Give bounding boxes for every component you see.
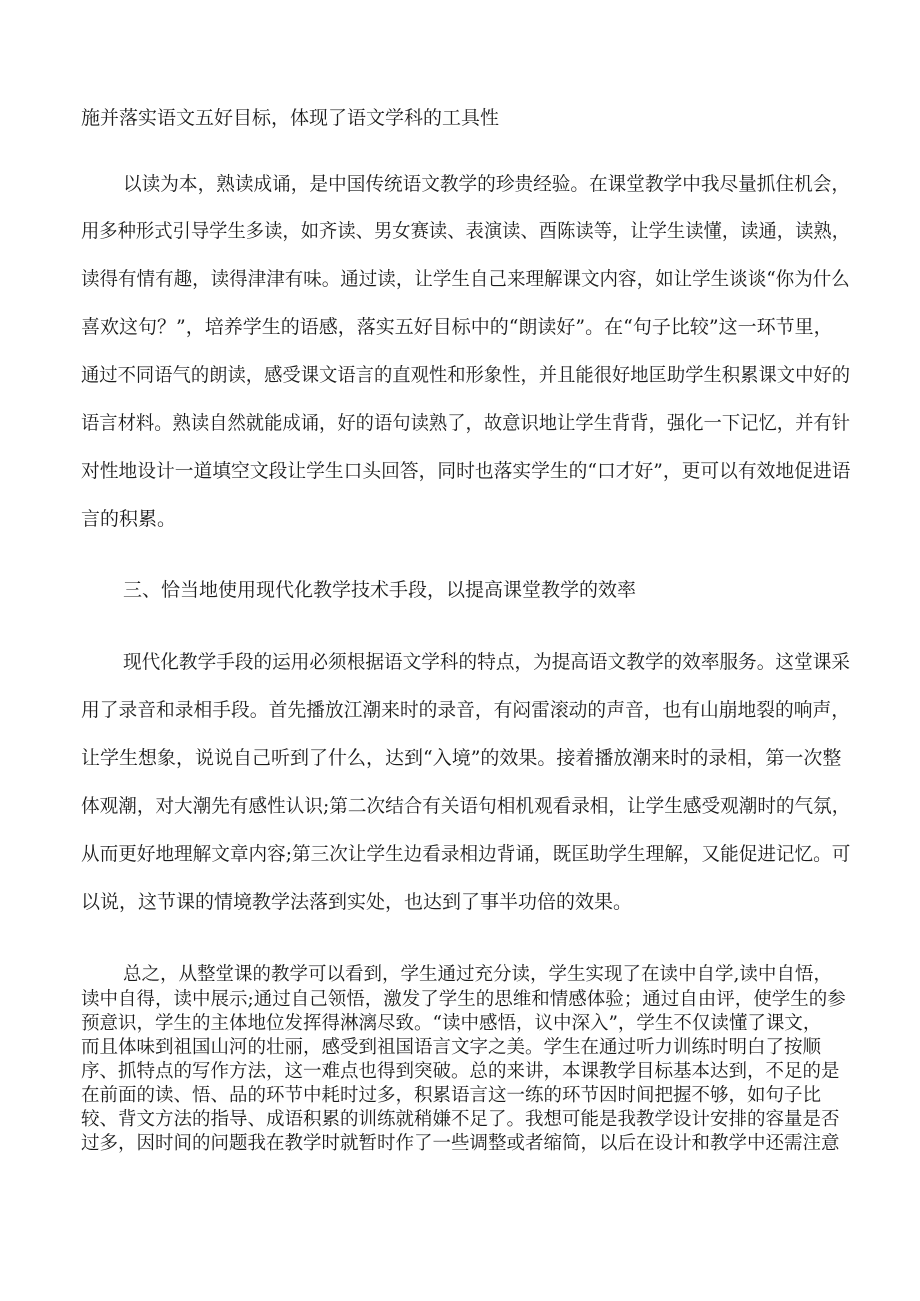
paragraph-3-line-2: 读中自得，读中展示;通过自己领悟，激发了学生的思维和情感体验；通过自由评，使学生的参 [81,989,846,1010]
paragraph-1-line-4: 喜欢这句？”，培养学生的语感，落实五好目标中的“朗读好”。在“句子比较”这一环节里， [81,316,833,338]
paragraph-2-line-1: 现代化教学手段的运用必须根据语文学科的特点，为提高语文教学的效率服务。这堂课采 [123,651,851,673]
paragraph-2-line-3: 让学生想象，说说自己听到了什么，达到“入境”的效果。接着播放潮来时的录相，第一次整 [81,747,842,769]
paragraph-3-line-8: 过多，因时间的问题我在教学时就暂时作了一些调整或者缩简，以后在设计和教学中还需注意 [81,1133,840,1154]
paragraph-1-line-6: 语言材料。熟读自然就能成诵，好的语句读熟了，故意识地让学生背背，强化一下记忆，并有针 [81,412,851,434]
paragraph-3-line-1: 总之，从整堂课的教学可以看到，学生通过充分读，学生实现了在读中自学,读中自悟， [123,964,832,985]
paragraph-2-line-2: 用了录音和录相手段。首先播放江潮来时的录音，有闷雷滚动的声音，也有山崩地裂的响声， [81,699,851,721]
paragraph-1-line-5: 通过不同语气的朗读，感受课文语言的直观性和形象性，并且能很好地匡助学生积累课文中好的 [81,364,851,386]
paragraph-3-line-5: 序、抓特点的写作方法，这一难点也得到突破。总的来讲，本课教学目标基本达到，不足的是 [81,1061,840,1082]
paragraph-2-line-6: 以说，这节课的情境教学法落到实处，也达到了事半功倍的效果。 [81,891,633,913]
paragraph-3-line-7: 较、背文方法的指导、成语积累的训练就稍嫌不足了。我想可能是我教学设计安排的容量是否 [81,1109,840,1130]
paragraph-3-line-3: 预意识，学生的主体地位发挥得淋漓尽致。“读中感悟，议中深入”，学生不仅读懂了课文， [81,1013,822,1034]
paragraph-3-line-6: 在前面的读、悟、品的环节中耗时过多，积累语言这一练的环节因时间把握不够，如句子比 [81,1085,822,1106]
paragraph-2-line-5: 从而更好地理解文章内容;第三次让学生边看录相边背诵，既匡助学生理解，又能促进记忆。可 [81,843,851,865]
paragraph-0-line-1: 施并落实语文五好目标，体现了语文学科的工具性 [81,107,500,129]
paragraph-1-line-8: 言的积累。 [81,508,177,530]
paragraph-1-line-2: 用多种形式引导学生多读，如齐读、男女赛读、表演读、酉陈读等，让学生读懂，读通，读熟， [81,220,851,242]
section-heading-3: 三、恰当地使用现代化教学技术手段，以提高课堂教学的效率 [123,579,637,601]
paragraph-1-line-3: 读得有情有趣，读得津津有味。通过读，让学生自己来理解课文内容，如让学生谈谈“你为什么 [81,268,850,290]
paragraph-1-line-7: 对性地设计一道填空文段让学生口头回答，同时也落实学生的“口才好”，更可以有效地促进语 [81,460,851,482]
paragraph-2-line-4: 体观潮，对大潮先有感性认识;第二次结合有关语句相机观看录相，让学生感受观潮时的气氛， [81,795,851,817]
paragraph-3-line-4: 而且体味到祖国山河的壮丽，感受到祖国语言文字之美。学生在通过听力训练时明白了按顺 [81,1037,822,1058]
paragraph-1-line-1: 以读为本，熟读成诵，是中国传统语文教学的珍贵经验。在课堂教学中我尽量抓住机会， [123,173,851,195]
